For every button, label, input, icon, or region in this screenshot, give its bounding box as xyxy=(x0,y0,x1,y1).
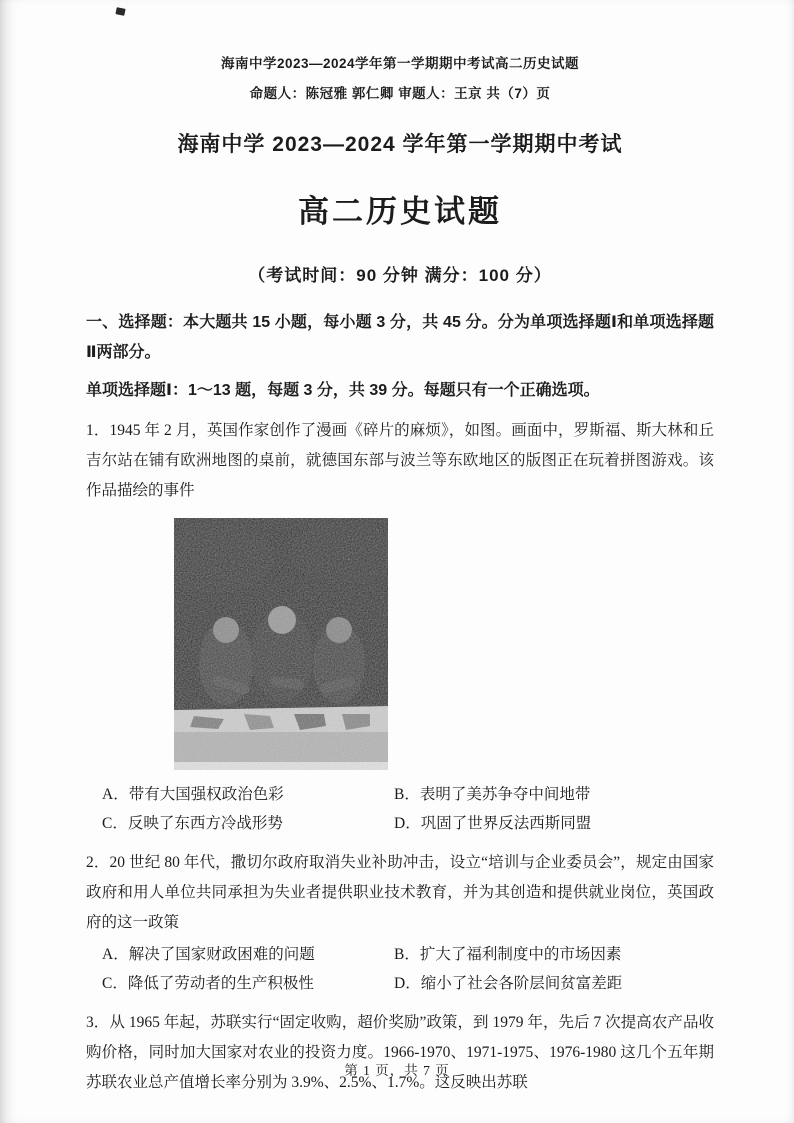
question-2-options xyxy=(102,940,714,998)
question-2-text: 2．20 世纪 80 年代，撒切尔政府取消失业补助冲击，设立“培训与企业委员会”，规定由国家政府和用人单位共同承担为失业者提供职业技术教育，并为其创造和提供就业岗位，英国政府的这一政策 xyxy=(86,854,714,932)
question-1-text: 1．1945 年 2 月，英国作家创作了漫画《碎片的麻烦》，如图。画面中，罗斯福、斯大林和丘吉尔站在铺有欧洲地图的桌前，就德国东部与波兰等东欧地区的版图正在玩着拼图游戏。该作品描绘的事件 xyxy=(86,422,714,500)
page-header-line1: 海南中学2023—2024学年第一学期期中考试高二历史试题 xyxy=(220,56,580,71)
option: D．巩固了世界反法西斯同盟 xyxy=(394,815,592,833)
paper-title: 高二历史试题 xyxy=(298,194,502,230)
option: C．降低了劳动者的生产积极性 xyxy=(102,975,314,993)
option: A．带有大国强权政治色彩 xyxy=(102,786,284,804)
exam-info: （考试时间：90 分钟 满分：100 分） xyxy=(248,266,552,286)
option: A．解决了国家财政困难的问题 xyxy=(102,946,315,964)
question-3-text: 3．从 1965 年起，苏联实行“固定收购，超价奖励”政策，到 1979 年，先后 7 次提高农产品收购价格，同时加大国家对农业的投资力度。1966-1970、1971-1975、1976-1980 这几个五年期苏联农业总产值增长率分别为 3.9%、2.5%、1.7%。这反映出苏联 xyxy=(86,1014,714,1092)
question-1-image xyxy=(174,518,388,770)
part1-instructions: 单项选择题Ⅰ：1～13 题，每题 3 分，共 39 分。每题只有一个正确选项。 xyxy=(86,382,600,400)
option: B．扩大了福利制度中的市场因素 xyxy=(394,946,622,964)
option: D．缩小了社会各阶层间贫富差距 xyxy=(394,975,623,993)
page-header-line2: 命题人：陈冠雅 郭仁卿 审题人：王京 共（7）页 xyxy=(249,86,551,102)
section1-instructions: 一、选择题：本大题共 15 小题，每小题 3 分，共 45 分。分为单项选择题Ⅰ和单项选择题Ⅱ两部分。 xyxy=(86,314,714,362)
cartoon-image xyxy=(174,518,388,770)
option: B．表明了美苏争夺中间地带 xyxy=(394,786,591,804)
option: C．反映了东西方冷战形势 xyxy=(102,815,283,833)
page-footer: 第 1 页，共 7 页 xyxy=(344,1063,450,1078)
exam-title: 海南中学 2023—2024 学年第一学期期中考试 xyxy=(177,133,623,157)
question-1-options xyxy=(102,780,714,838)
